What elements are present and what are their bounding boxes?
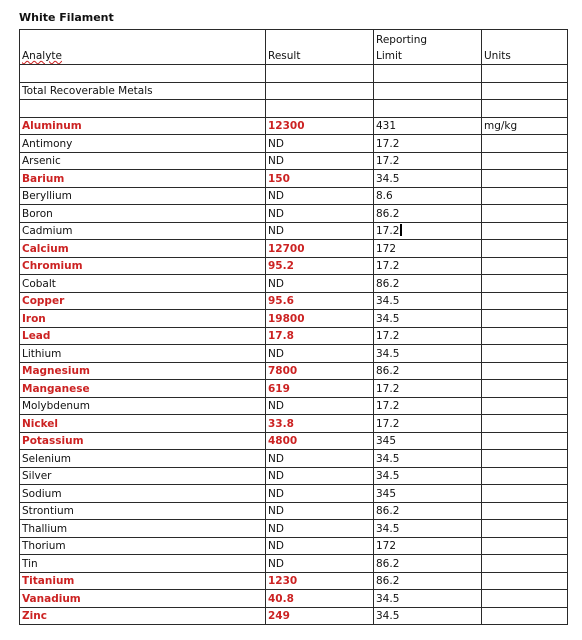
units-cell[interactable] xyxy=(482,450,568,468)
analyte-cell[interactable] xyxy=(20,205,266,223)
limit-cell[interactable] xyxy=(374,397,482,415)
limit-cell[interactable] xyxy=(374,205,482,223)
analyte-value: Calcium xyxy=(22,242,69,255)
header-limit-line1: Reporting xyxy=(376,34,428,46)
table-row xyxy=(20,467,568,485)
limit-cell[interactable] xyxy=(374,362,482,380)
header-result-cell[interactable] xyxy=(266,30,374,65)
header-limit-cell[interactable] xyxy=(374,30,482,65)
result-value: 12700 xyxy=(268,242,305,255)
table-row xyxy=(20,450,568,468)
limit-cell[interactable] xyxy=(374,607,482,625)
units-cell[interactable] xyxy=(482,502,568,520)
table-row xyxy=(20,345,568,363)
result-value: 95.6 xyxy=(268,295,294,307)
limit-cell[interactable] xyxy=(374,415,482,433)
result-value: ND xyxy=(268,225,284,237)
analyte-value: Nickel xyxy=(22,417,59,430)
limit-value: 172 xyxy=(376,540,397,552)
table-row xyxy=(20,607,568,625)
section-row xyxy=(20,82,568,100)
analyte-cell[interactable] xyxy=(20,555,266,573)
result-cell[interactable] xyxy=(266,205,374,223)
limit-value: 17.2 xyxy=(376,400,400,412)
analyte-cell[interactable] xyxy=(20,397,266,415)
limit-value: 8.6 xyxy=(376,190,393,202)
result-cell[interactable] xyxy=(266,467,374,485)
limit-cell[interactable] xyxy=(374,520,482,538)
result-cell[interactable] xyxy=(266,240,374,258)
result-value: ND xyxy=(268,347,284,360)
units-cell[interactable] xyxy=(482,432,568,450)
analyte-cell[interactable] xyxy=(20,310,266,328)
table-row xyxy=(20,222,568,240)
limit-cell[interactable] xyxy=(374,555,482,573)
analyte-cell[interactable] xyxy=(20,485,266,503)
result-cell[interactable] xyxy=(266,415,374,433)
analyte-cell[interactable] xyxy=(20,502,266,520)
limit-cell[interactable] xyxy=(374,152,482,170)
limit-value: 34.5 xyxy=(376,312,400,325)
table-row xyxy=(20,362,568,380)
analyte-cell[interactable] xyxy=(20,292,266,310)
analyte-cell[interactable] xyxy=(20,240,266,258)
result-cell[interactable] xyxy=(266,362,374,380)
units-cell[interactable] xyxy=(482,520,568,538)
analyte-value: Tin xyxy=(22,557,38,570)
table-row xyxy=(20,572,568,590)
analyte-value: Sodium xyxy=(22,487,62,500)
analyte-cell[interactable] xyxy=(20,520,266,538)
units-cell[interactable] xyxy=(482,170,568,188)
limit-cell[interactable] xyxy=(374,432,482,450)
result-value: ND xyxy=(268,207,284,220)
analyte-value: Titanium xyxy=(22,575,75,587)
results-table xyxy=(19,29,568,625)
result-value: ND xyxy=(268,470,284,482)
table-row xyxy=(20,187,568,205)
result-cell[interactable] xyxy=(266,292,374,310)
table-row xyxy=(20,275,568,293)
limit-value: 34.5 xyxy=(376,522,400,535)
limit-cell[interactable] xyxy=(374,275,482,293)
table-row xyxy=(20,170,568,188)
analyte-value: Manganese xyxy=(22,382,90,395)
limit-value: 86.2 xyxy=(376,365,400,377)
analyte-value: Lithium xyxy=(22,347,62,360)
header-units: Units xyxy=(484,50,511,62)
result-value: ND xyxy=(268,452,284,465)
empty-cell[interactable] xyxy=(374,100,482,118)
units-cell[interactable] xyxy=(482,572,568,590)
units-cell[interactable] xyxy=(482,380,568,398)
header-analyte-cell[interactable] xyxy=(20,30,266,65)
result-value: 19800 xyxy=(268,312,305,325)
analyte-value: Copper xyxy=(22,295,65,307)
section-label: Total Recoverable Metals xyxy=(22,85,153,97)
limit-value: 86.2 xyxy=(376,575,400,587)
analyte-cell[interactable] xyxy=(20,450,266,468)
limit-value: 34.5 xyxy=(376,452,400,465)
result-cell[interactable] xyxy=(266,187,374,205)
limit-cell[interactable] xyxy=(374,485,482,503)
analyte-value: Boron xyxy=(22,207,53,220)
analyte-cell[interactable] xyxy=(20,222,266,240)
result-value: ND xyxy=(268,190,284,202)
analyte-cell[interactable] xyxy=(20,467,266,485)
result-value: 1230 xyxy=(268,575,298,587)
result-value: ND xyxy=(268,522,284,535)
analyte-value: Cobalt xyxy=(22,277,56,290)
limit-cell[interactable] xyxy=(374,502,482,520)
analyte-value: Vanadium xyxy=(22,592,81,605)
analyte-cell[interactable] xyxy=(20,275,266,293)
units-cell[interactable] xyxy=(482,537,568,555)
limit-cell[interactable] xyxy=(374,310,482,328)
analyte-cell[interactable] xyxy=(20,537,266,555)
result-cell[interactable] xyxy=(266,152,374,170)
result-value: ND xyxy=(268,487,284,500)
units-cell[interactable] xyxy=(482,187,568,205)
analyte-value: Potassium xyxy=(22,435,84,447)
limit-cell[interactable] xyxy=(374,572,482,590)
table-row xyxy=(20,555,568,573)
table-row xyxy=(20,135,568,153)
analyte-cell[interactable] xyxy=(20,135,266,153)
limit-value: 34.5 xyxy=(376,592,400,605)
limit-value: 17.2 xyxy=(376,382,400,395)
header-row xyxy=(20,30,568,65)
empty-cell[interactable] xyxy=(266,65,374,83)
analyte-value: Zinc xyxy=(22,610,47,622)
empty-cell[interactable] xyxy=(374,82,482,100)
analyte-value: Thorium xyxy=(22,540,66,552)
units-cell[interactable] xyxy=(482,485,568,503)
result-value: 4800 xyxy=(268,435,298,447)
analyte-cell[interactable] xyxy=(20,170,266,188)
limit-value: 17.2 xyxy=(376,225,400,237)
empty-cell[interactable] xyxy=(266,82,374,100)
units-cell[interactable] xyxy=(482,310,568,328)
limit-cell[interactable] xyxy=(374,240,482,258)
table-row xyxy=(20,205,568,223)
result-value: ND xyxy=(268,155,284,167)
text-cursor xyxy=(400,224,402,236)
analyte-cell[interactable] xyxy=(20,607,266,625)
limit-value: 34.5 xyxy=(376,470,400,482)
units-cell[interactable] xyxy=(482,607,568,625)
result-cell[interactable] xyxy=(266,257,374,275)
empty-cell[interactable] xyxy=(266,100,374,118)
result-cell[interactable] xyxy=(266,502,374,520)
limit-cell[interactable] xyxy=(374,257,482,275)
analyte-cell[interactable] xyxy=(20,572,266,590)
analyte-cell[interactable] xyxy=(20,345,266,363)
analyte-cell[interactable] xyxy=(20,380,266,398)
units-cell[interactable] xyxy=(482,292,568,310)
analyte-value: Beryllium xyxy=(22,190,72,202)
empty-cell[interactable] xyxy=(482,65,568,83)
analyte-value: Selenium xyxy=(22,452,71,465)
units-cell[interactable] xyxy=(482,240,568,258)
units-cell[interactable] xyxy=(482,327,568,345)
table-row xyxy=(20,310,568,328)
result-value: 40.8 xyxy=(268,592,294,605)
limit-cell[interactable] xyxy=(374,450,482,468)
analyte-value: Cadmium xyxy=(22,225,73,237)
limit-value: 17.2 xyxy=(376,260,400,272)
result-value: ND xyxy=(268,137,284,150)
analyte-value: Iron xyxy=(22,312,46,325)
result-cell[interactable] xyxy=(266,380,374,398)
limit-value: 34.5 xyxy=(376,610,400,622)
analyte-value: Chromium xyxy=(22,260,83,272)
analyte-cell[interactable] xyxy=(20,257,266,275)
result-cell[interactable] xyxy=(266,520,374,538)
result-value: 249 xyxy=(268,610,290,622)
result-value: 17.8 xyxy=(268,330,294,342)
units-cell[interactable] xyxy=(482,152,568,170)
empty-cell[interactable] xyxy=(482,82,568,100)
header-result: Result xyxy=(268,50,301,62)
result-value: 95.2 xyxy=(268,260,294,272)
limit-value: 34.5 xyxy=(376,295,400,307)
limit-value: 17.2 xyxy=(376,417,400,430)
section-label-cell[interactable] xyxy=(20,82,266,100)
header-units-cell[interactable] xyxy=(482,30,568,65)
result-value: ND xyxy=(268,505,284,517)
limit-value: 17.2 xyxy=(376,155,400,167)
header-analyte: Analyte xyxy=(22,50,62,62)
limit-cell[interactable] xyxy=(374,467,482,485)
limit-cell[interactable] xyxy=(374,222,482,240)
limit-value: 86.2 xyxy=(376,505,400,517)
table-row xyxy=(20,380,568,398)
analyte-value: Molybdenum xyxy=(22,400,90,412)
analyte-cell[interactable] xyxy=(20,187,266,205)
result-value: 7800 xyxy=(268,365,298,377)
table-row xyxy=(20,327,568,345)
empty-cell[interactable] xyxy=(374,65,482,83)
analyte-value: Magnesium xyxy=(22,365,90,377)
analyte-cell[interactable] xyxy=(20,362,266,380)
limit-value: 34.5 xyxy=(376,347,400,360)
result-value: 33.8 xyxy=(268,417,294,430)
result-cell[interactable] xyxy=(266,572,374,590)
units-cell[interactable] xyxy=(482,415,568,433)
analyte-cell[interactable] xyxy=(20,432,266,450)
units-cell[interactable] xyxy=(482,135,568,153)
limit-value: 431 xyxy=(376,120,397,132)
result-cell[interactable] xyxy=(266,327,374,345)
limit-cell[interactable] xyxy=(374,170,482,188)
limit-cell[interactable] xyxy=(374,345,482,363)
result-cell[interactable] xyxy=(266,222,374,240)
analyte-cell[interactable] xyxy=(20,327,266,345)
table-row xyxy=(20,502,568,520)
limit-value: 86.2 xyxy=(376,207,400,220)
result-cell[interactable] xyxy=(266,450,374,468)
units-cell[interactable] xyxy=(482,205,568,223)
limit-value: 172 xyxy=(376,242,397,255)
limit-value: 34.5 xyxy=(376,172,400,185)
limit-cell[interactable] xyxy=(374,135,482,153)
analyte-value: Antimony xyxy=(22,137,73,150)
limit-value: 17.2 xyxy=(376,137,400,150)
result-value: 150 xyxy=(268,172,290,185)
empty-cell[interactable] xyxy=(482,100,568,118)
result-cell[interactable] xyxy=(266,485,374,503)
units-cell[interactable] xyxy=(482,590,568,608)
table-row xyxy=(20,240,568,258)
result-value: ND xyxy=(268,277,284,290)
table-row xyxy=(20,257,568,275)
analyte-value: Arsenic xyxy=(22,155,61,167)
analyte-value: Thallium xyxy=(22,522,68,535)
result-cell[interactable] xyxy=(266,432,374,450)
units-cell[interactable] xyxy=(482,275,568,293)
document-title: White Filament xyxy=(19,11,114,24)
result-cell[interactable] xyxy=(266,135,374,153)
empty-cell[interactable] xyxy=(20,100,266,118)
analyte-value: Silver xyxy=(22,470,52,482)
units-cell[interactable] xyxy=(482,222,568,240)
table-row xyxy=(20,397,568,415)
table-row xyxy=(20,415,568,433)
result-cell[interactable] xyxy=(266,310,374,328)
limit-value: 86.2 xyxy=(376,277,400,290)
limit-cell[interactable] xyxy=(374,187,482,205)
limit-cell[interactable] xyxy=(374,292,482,310)
table-row xyxy=(20,292,568,310)
analyte-value: Strontium xyxy=(22,505,74,517)
result-value: ND xyxy=(268,557,284,570)
limit-cell[interactable] xyxy=(374,537,482,555)
limit-cell[interactable] xyxy=(374,117,482,135)
units-cell[interactable] xyxy=(482,555,568,573)
table-row xyxy=(20,520,568,538)
result-cell[interactable] xyxy=(266,590,374,608)
table-row xyxy=(20,485,568,503)
units-cell[interactable] xyxy=(482,257,568,275)
limit-value: 345 xyxy=(376,487,397,500)
result-cell[interactable] xyxy=(266,397,374,415)
analyte-value: Aluminum xyxy=(22,120,82,132)
result-cell[interactable] xyxy=(266,555,374,573)
empty-cell[interactable] xyxy=(20,65,266,83)
result-cell[interactable] xyxy=(266,537,374,555)
table-row xyxy=(20,152,568,170)
spacer-row xyxy=(20,65,568,83)
units-cell[interactable] xyxy=(482,362,568,380)
analyte-value: Lead xyxy=(22,330,51,342)
spacer-row xyxy=(20,100,568,118)
analyte-cell[interactable] xyxy=(20,590,266,608)
result-value: 619 xyxy=(268,382,290,395)
table-row xyxy=(20,432,568,450)
limit-cell[interactable] xyxy=(374,380,482,398)
limit-cell[interactable] xyxy=(374,327,482,345)
analyte-cell[interactable] xyxy=(20,415,266,433)
result-value: ND xyxy=(268,400,284,412)
units-value: mg/kg xyxy=(484,120,518,132)
analyte-cell[interactable] xyxy=(20,117,266,135)
units-cell[interactable] xyxy=(482,397,568,415)
result-cell[interactable] xyxy=(266,345,374,363)
limit-value: 17.2 xyxy=(376,330,400,342)
table-row xyxy=(20,117,568,135)
result-cell[interactable] xyxy=(266,170,374,188)
result-cell[interactable] xyxy=(266,607,374,625)
limit-cell[interactable] xyxy=(374,590,482,608)
units-cell[interactable] xyxy=(482,467,568,485)
table-row xyxy=(20,590,568,608)
results-table-body xyxy=(20,30,568,625)
limit-value: 345 xyxy=(376,435,397,447)
table-row xyxy=(20,537,568,555)
analyte-cell[interactable] xyxy=(20,152,266,170)
result-cell[interactable] xyxy=(266,117,374,135)
analyte-value: Barium xyxy=(22,172,65,185)
units-cell[interactable] xyxy=(482,117,568,135)
limit-value: 86.2 xyxy=(376,557,400,570)
result-cell[interactable] xyxy=(266,275,374,293)
units-cell[interactable] xyxy=(482,345,568,363)
result-value: 12300 xyxy=(268,120,305,132)
header-limit-line2: Limit xyxy=(376,50,403,62)
result-value: ND xyxy=(268,540,284,552)
